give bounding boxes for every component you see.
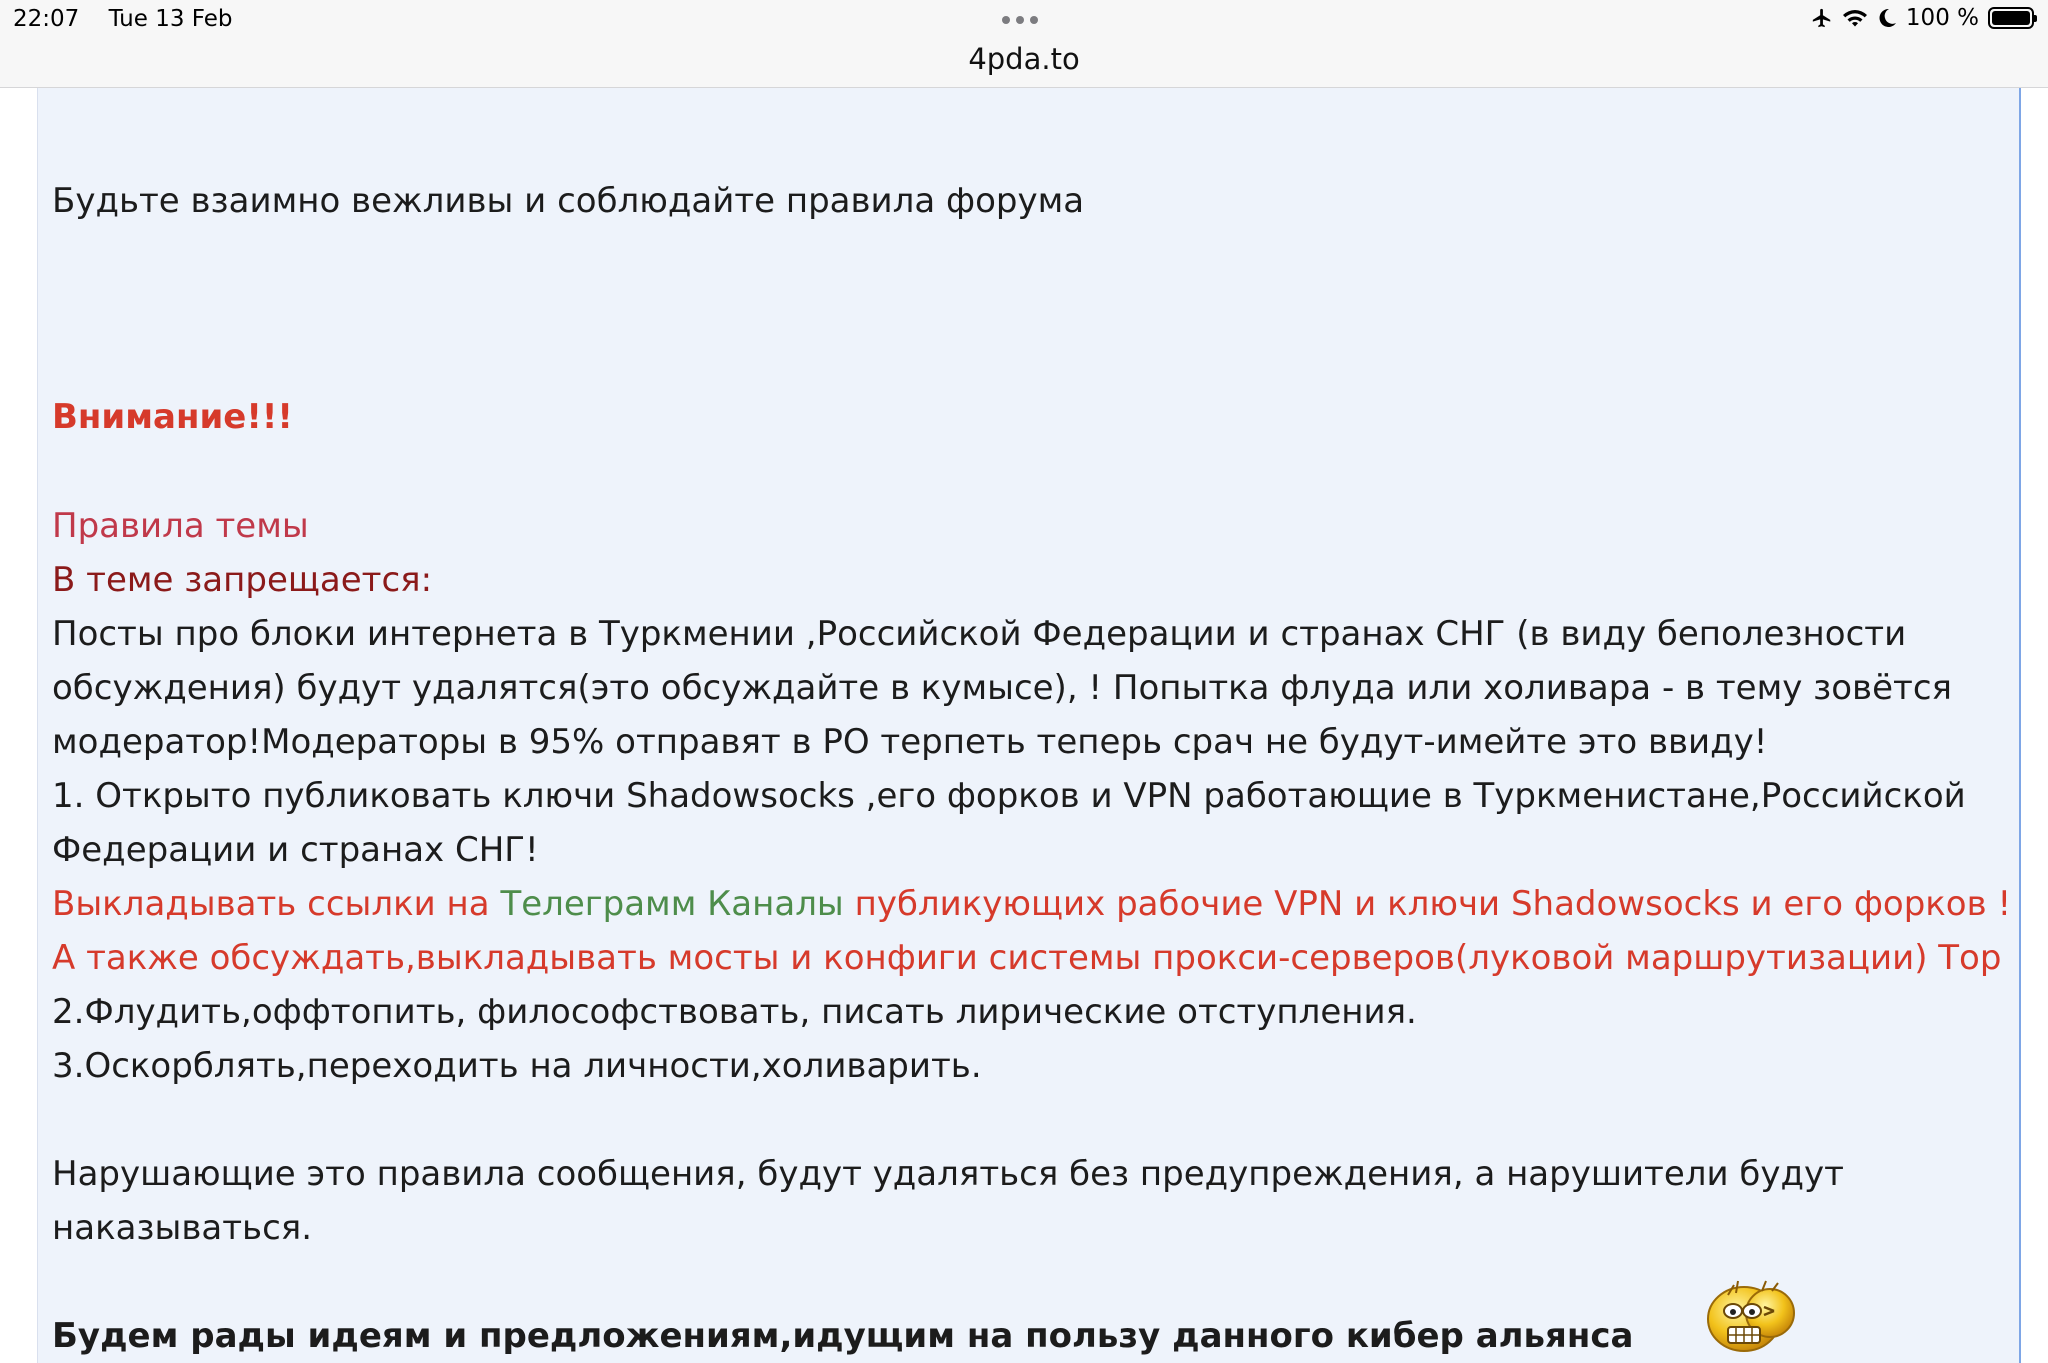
smiley-emoji-icon	[1700, 1275, 1804, 1355]
status-bar	[0, 0, 2048, 40]
attention-heading: Внимание!!!	[52, 397, 293, 437]
status-left	[13, 6, 255, 32]
status-right	[1811, 5, 2034, 31]
red-text-after-link: публикующих рабочие VPN и ключи Shadowsocks и его форков !	[843, 884, 2012, 924]
status-date: Tue 13 Feb	[108, 6, 233, 32]
web-content	[0, 88, 2048, 1363]
closing-text: Будем рады идеям и предложениям,идущим на пользу данного кибер альянса	[52, 1316, 1634, 1356]
intro-text: Будьте взаимно вежливы и соблюдайте правила форума	[52, 181, 1085, 221]
wifi-icon	[1842, 8, 1868, 28]
address-bar[interactable]	[0, 40, 2048, 88]
forum-post	[37, 88, 2021, 1363]
rule2-text: 2.Флудить,оффтопить, философствовать, писать лирические отступления.	[52, 992, 1417, 1032]
red-rule-line	[52, 877, 2011, 931]
rules-title: Правила темы	[52, 506, 309, 546]
multitasking-dots-icon[interactable]	[1002, 16, 1038, 24]
paragraph-line: Посты про блоки интернета в Туркмении ,Российской Федерации и странах СНГ (в виду беполезности	[52, 614, 1907, 654]
rule1-line: Федерации и странах СНГ!	[52, 830, 539, 870]
battery-percent: 100 %	[1905, 5, 1979, 31]
status-time: 22:07	[13, 6, 80, 32]
red-text-before-link: Выкладывать ссылки на	[52, 884, 501, 924]
paragraph-line: модератор!Модераторы в 95% отправят в РО терпеть теперь срач не будут-имейте это ввиду!	[52, 722, 1768, 762]
rule3-text: 3.Оскорблять,переходить на личности,холиварить.	[52, 1046, 982, 1086]
airplane-icon	[1811, 7, 1833, 29]
paragraph-line: обсуждения) будут удалятся(это обсуждайте в кумысе), ! Попытка флуда или холивара - в тему зовётся	[52, 668, 1952, 708]
moon-icon	[1877, 8, 1897, 28]
battery-icon	[1988, 7, 2034, 29]
forbidden-title: В теме запрещается:	[52, 560, 433, 600]
rule1-line: 1. Открыто публиковать ключи Shadowsocks ,его форков и VPN работающие в Туркменистане,Российской	[52, 776, 1966, 816]
url-text[interactable]: 4pda.to	[968, 42, 1080, 76]
telegram-channels-link[interactable]: Телеграмм Каналы	[500, 884, 844, 924]
warning-line: наказываться.	[52, 1208, 313, 1248]
red-rule-line-2: А также обсуждать,выкладывать мосты и конфиги системы прокси-серверов(луковой маршрутизации) Tор	[52, 938, 2002, 978]
warning-line: Нарушающие это правила сообщения, будут удаляться без предупреждения, а нарушители будут	[52, 1154, 1844, 1194]
